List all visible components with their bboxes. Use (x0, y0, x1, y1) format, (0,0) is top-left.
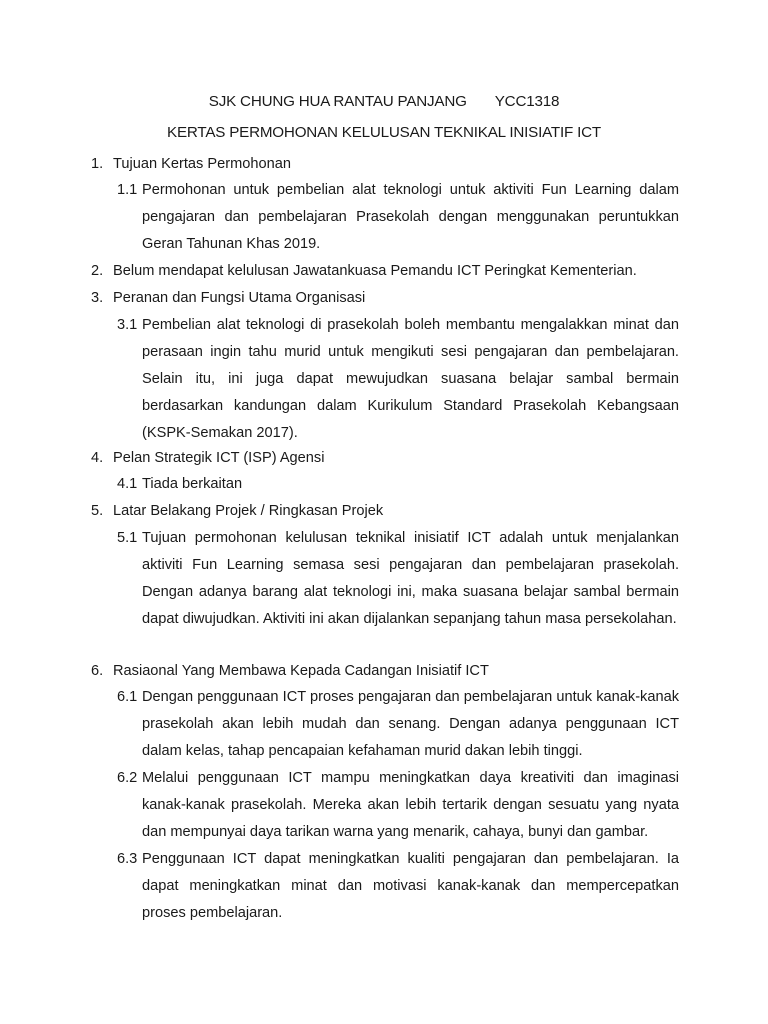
school-name: SJK CHUNG HUA RANTAU PANJANG (208, 93, 467, 110)
subsection-text: Pembelian alat teknologi di prasekolah boleh membantu mengalakkan minat dan perasaan ingin tahu murid untuk mengikuti sesi pengajaran dan pembelajaran. Selain itu, ini juga dapat mewujudkan suasana belajar sambal bermain berdasarkan kandungan dalam Kurikulum Standard Prasekolah Kebangsaan (KSPK-Semakan 2017). (142, 317, 679, 441)
subsection-number: 6.1 (117, 689, 138, 705)
section-title: Belum mendapat kelulusan Jawatankuasa Pemandu ICT Peringkat Kementerian. (113, 263, 637, 279)
subsection-5-1 (117, 525, 679, 633)
school-header (0, 93, 768, 110)
section-5-heading (91, 501, 383, 521)
subsection-number: 1.1 (117, 182, 138, 198)
section-title: Peranan dan Fungsi Utama Organisasi (113, 290, 366, 306)
subsection-text: Melalui penggunaan ICT mampu meningkatkan daya kreativiti dan imaginasi kanak-kanak prasekolah. Mereka akan lebih tertarik dengan sesuatu yang nyata dan mempunyai daya tarikan warna yang menarik, cahaya, bunyi dan gambar. (142, 770, 679, 840)
subsection-text: Tujuan permohonan kelulusan teknikal inisiatif ICT adalah untuk menjalankan aktiviti Fun Learning semasa sesi pengajaran dan pembelajaran prasekolah. Dengan adanya barang alat teknologi ini, maka suasana belajar sambal bermain dapat diwujudkan. Aktiviti ini akan dijalankan sepanjang tahun masa persekolahan. (142, 530, 679, 627)
section-2-heading (91, 261, 637, 281)
subsection-text: Penggunaan ICT dapat meningkatkan kualiti pengajaran dan pembelajaran. Ia dapat meningkatkan minat dan motivasi kanak-kanak dan mempercepatkan proses pembelajaran. (142, 851, 679, 921)
subsection-text: Dengan penggunaan ICT proses pengajaran dan pembelajaran untuk kanak-kanak prasekolah akan lebih mudah dan senang. Dengan adanya penggunaan ICT dalam kelas, tahap pencapaian kefahaman murid dakan lebih tinggi. (142, 689, 679, 759)
subsection-number: 6.2 (117, 770, 138, 786)
section-4-heading (91, 448, 324, 468)
section-number: 1. (91, 156, 104, 172)
section-number: 3. (91, 290, 104, 306)
document-title: KERTAS PERMOHONAN KELULUSAN TEKNIKAL INISIATIF ICT (167, 124, 601, 141)
subsection-text: Permohonan untuk pembelian alat teknologi untuk aktiviti Fun Learning dalam pengajaran dan pembelajaran Prasekolah dengan menggunakan peruntukkan Geran Tahunan Khas 2019. (142, 182, 679, 252)
subsection-number: 6.3 (117, 851, 138, 867)
subsection-4-1 (117, 471, 679, 498)
subsection-number: 4.1 (117, 476, 138, 492)
subsection-6-3 (117, 846, 679, 927)
subsection-6-1 (117, 684, 679, 765)
section-6-heading (91, 661, 489, 681)
section-3-heading (91, 288, 365, 308)
section-number: 5. (91, 503, 104, 519)
subsection-text: Tiada berkaitan (142, 476, 243, 492)
subsection-1-1 (117, 177, 679, 258)
section-number: 6. (91, 663, 104, 679)
section-number: 2. (91, 263, 104, 279)
section-title: Latar Belakang Projek / Ringkasan Projek (113, 503, 384, 519)
subsection-number: 5.1 (117, 530, 138, 546)
school-code: YCC1318 (494, 93, 560, 110)
subsection-3-1 (117, 312, 679, 447)
section-title: Pelan Strategik ICT (ISP) Agensi (113, 450, 325, 466)
subsection-number: 3.1 (117, 317, 138, 333)
section-1-heading (91, 154, 291, 174)
section-title: Rasiaonal Yang Membawa Kepada Cadangan Inisiatif ICT (113, 663, 489, 679)
section-number: 4. (91, 450, 104, 466)
subsection-6-2 (117, 765, 679, 846)
section-title: Tujuan Kertas Permohonan (113, 156, 291, 172)
